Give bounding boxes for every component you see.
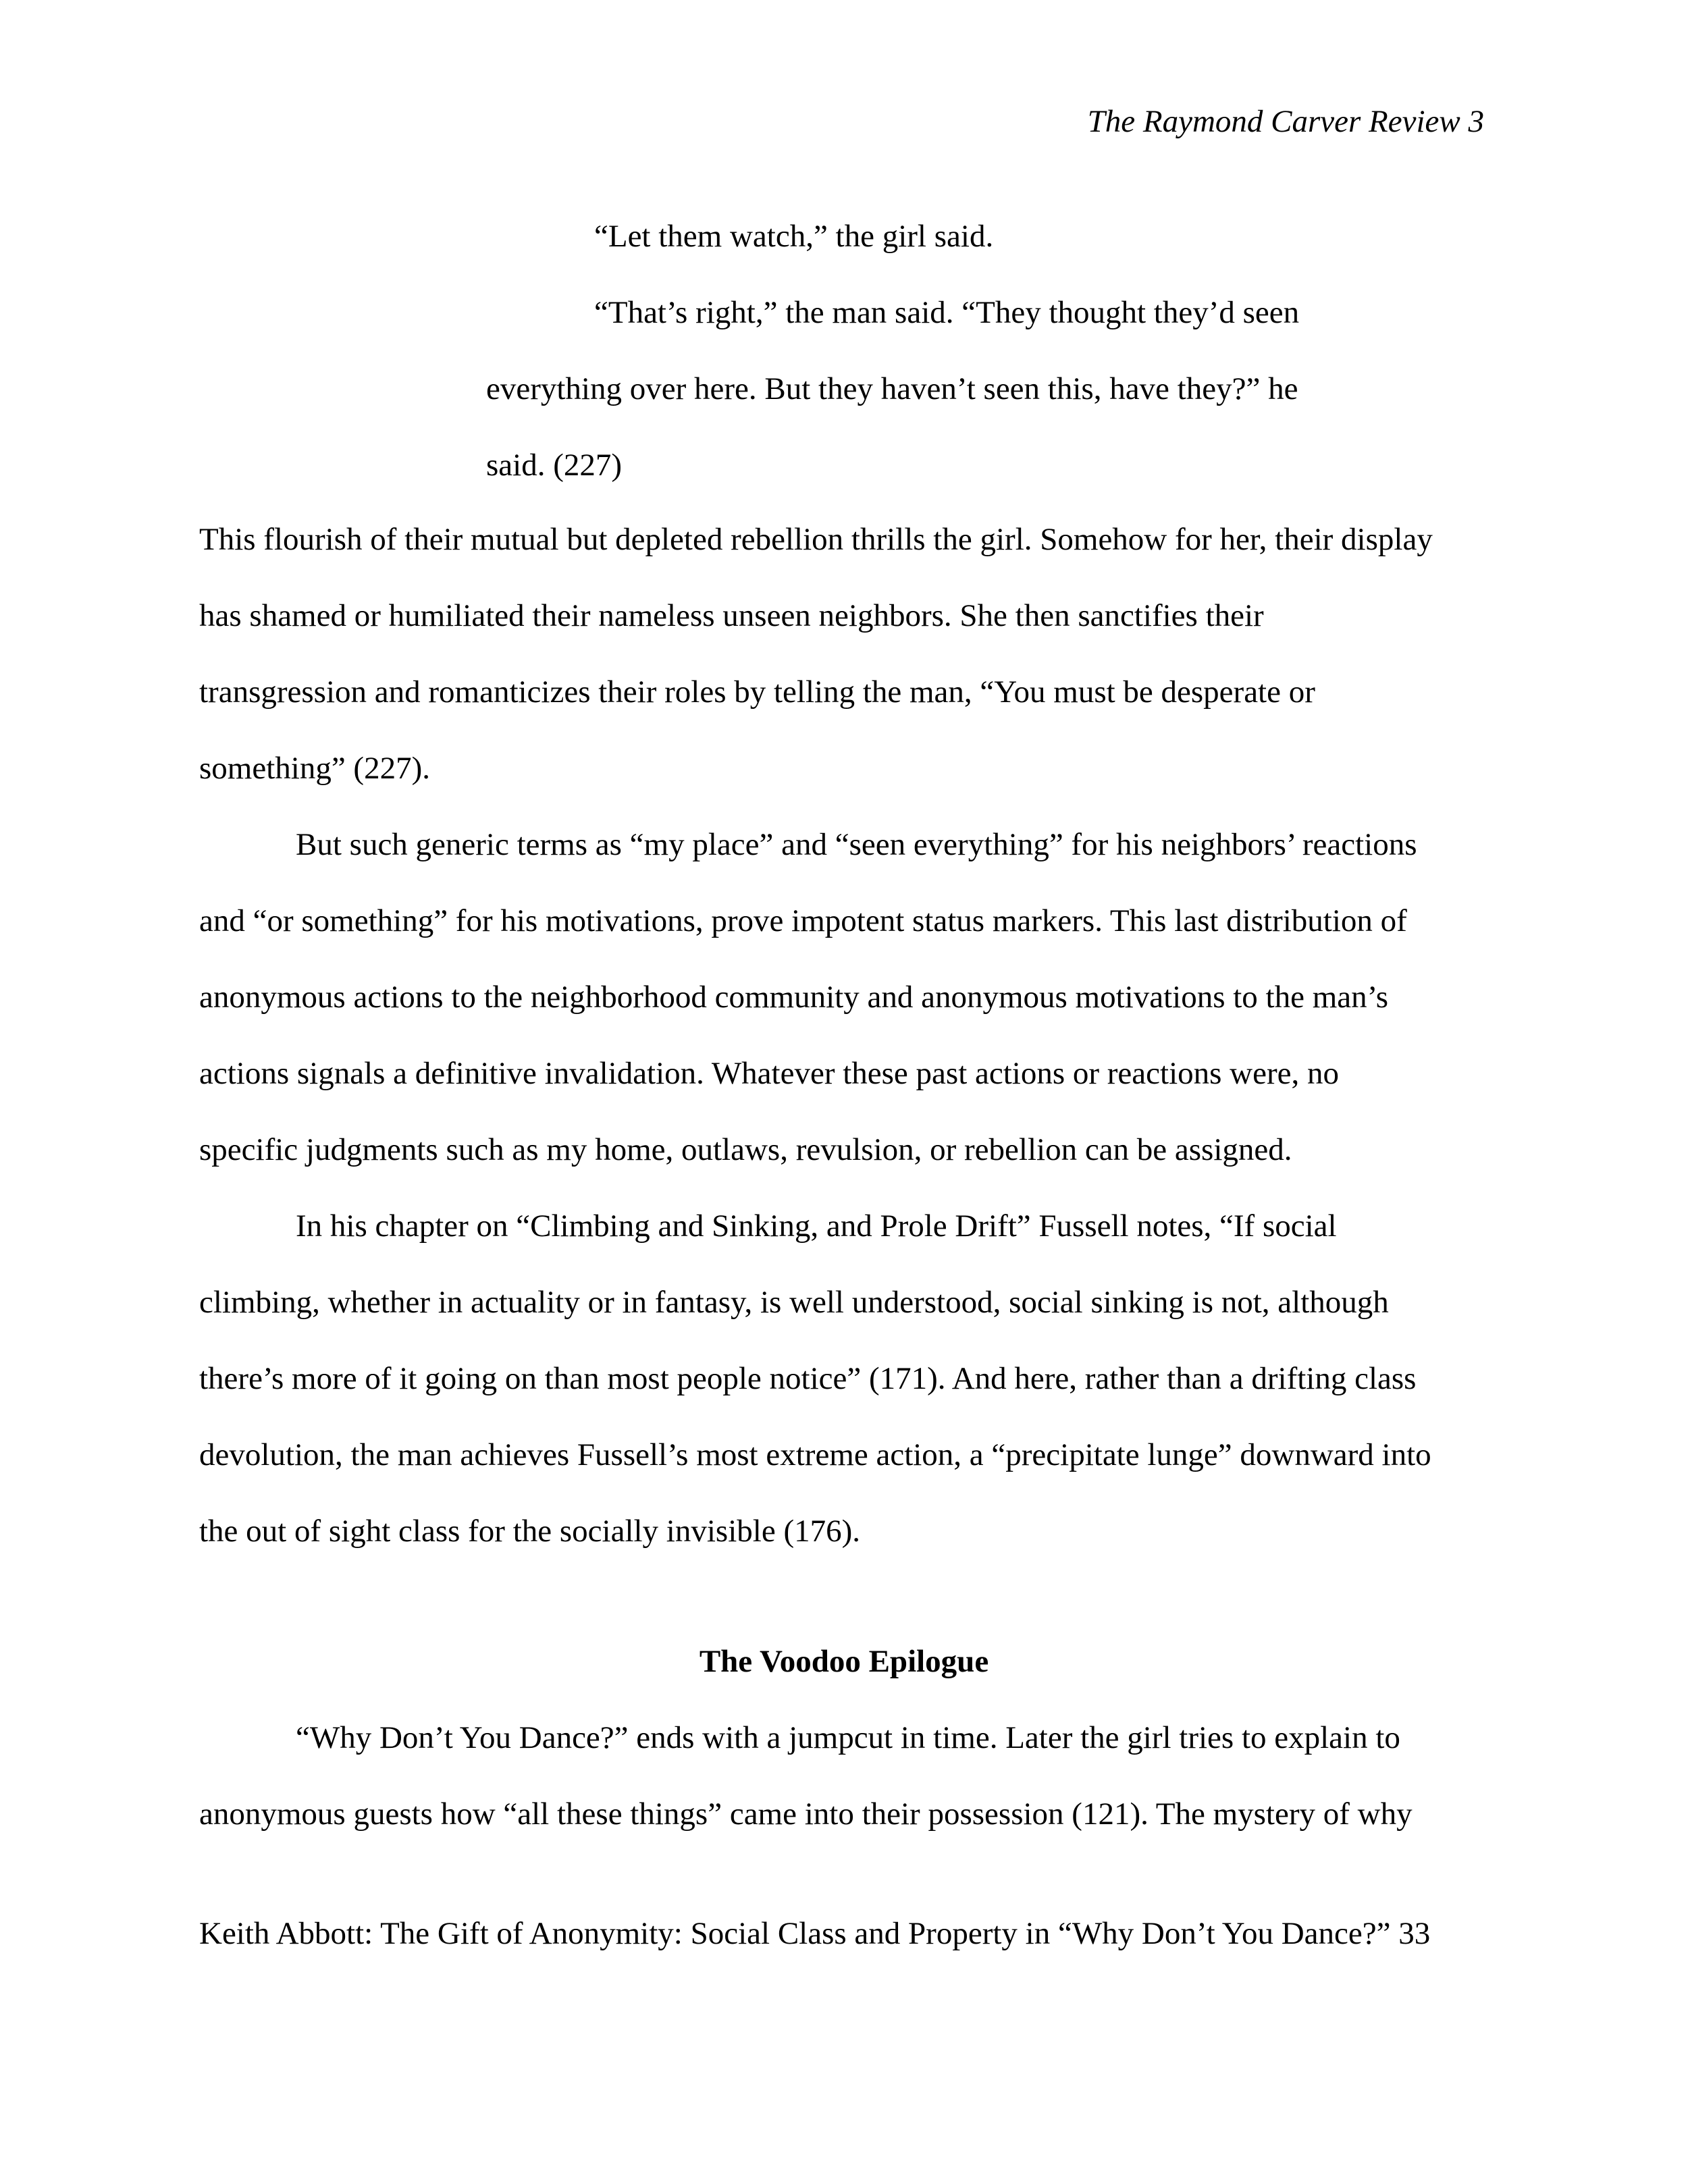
paragraph-line: the out of sight class for the socially invisible (176). xyxy=(199,1514,860,1549)
block-quote xyxy=(486,198,1364,504)
section-body-text xyxy=(199,1700,1489,1853)
paragraph-line: “Why Don’t You Dance?” ends with a jumpcut in time. Later the girl tries to explain to xyxy=(296,1720,1400,1755)
quote-line: “That’s right,” the man said. “They thought they’d seen xyxy=(594,295,1300,330)
body-text xyxy=(199,502,1489,1570)
quote-line: everything over here. But they haven’t seen this, have they?” he xyxy=(486,371,1298,406)
paragraph-line: there’s more of it going on than most people notice” (171). And here, rather than a drifting class xyxy=(199,1361,1417,1396)
paragraph-line: anonymous guests how “all these things” came into their possession (121). The mystery of why xyxy=(199,1796,1413,1832)
paragraph-line: something” (227). xyxy=(199,751,430,786)
paragraph-line: specific judgments such as my home, outlaws, revulsion, or rebellion can be assigned. xyxy=(199,1132,1292,1167)
paragraph-line: But such generic terms as “my place” and “seen everything” for his neighbors’ reactions xyxy=(296,827,1417,862)
paragraph-line: anonymous actions to the neighborhood community and anonymous motivations to the man’s xyxy=(199,980,1388,1015)
quote-line: said. (227) xyxy=(486,448,623,483)
paragraph-line: This flourish of their mutual but depleted rebellion thrills the girl. Somehow for her, their display xyxy=(199,522,1433,557)
paragraph-line: actions signals a definitive invalidation. Whatever these past actions or reactions were, no xyxy=(199,1056,1339,1091)
page-footer: Keith Abbott: The Gift of Anonymity: Social Class and Property in “Why Don’t You Dance?” 33 xyxy=(199,1916,1431,1951)
paragraph-line: climbing, whether in actuality or in fantasy, is well understood, social sinking is not, although xyxy=(199,1285,1389,1320)
paragraph-line: and “or something” for his motivations, prove impotent status markers. This last distribution of xyxy=(199,903,1407,938)
quote-line: “Let them watch,” the girl said. xyxy=(594,219,994,254)
paragraph-line: has shamed or humiliated their nameless unseen neighbors. She then sanctifies their xyxy=(199,598,1264,633)
paragraph-line: In his chapter on “Climbing and Sinking, and Prole Drift” Fussell notes, “If social xyxy=(296,1208,1337,1244)
section-heading: The Voodoo Epilogue xyxy=(699,1644,989,1679)
paragraph-line: transgression and romanticizes their roles by telling the man, “You must be desperate or xyxy=(199,674,1315,710)
running-head: The Raymond Carver Review 3 xyxy=(1087,104,1484,139)
paragraph-line: devolution, the man achieves Fussell’s most extreme action, a “precipitate lunge” downward into xyxy=(199,1437,1431,1472)
